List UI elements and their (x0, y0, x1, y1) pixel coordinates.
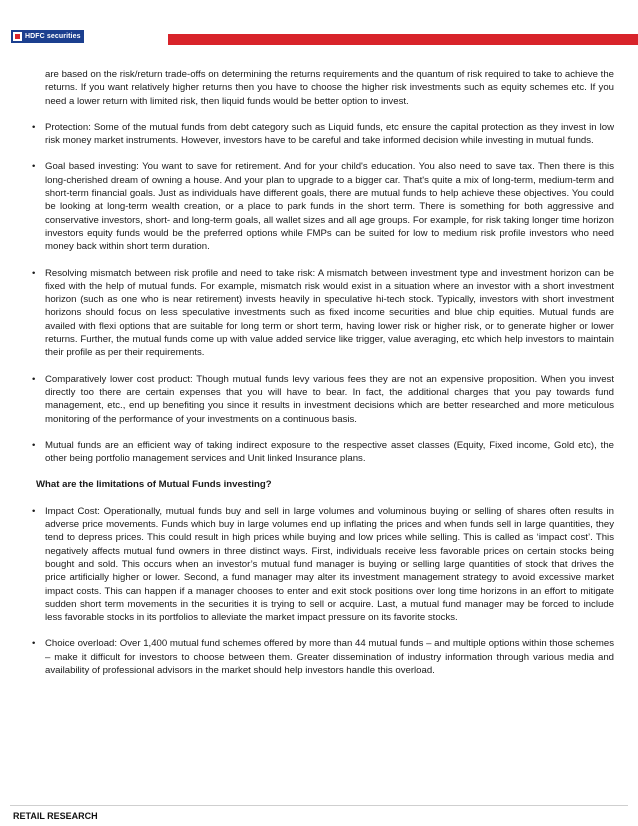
header-accent-bar (168, 34, 638, 45)
document-body (32, 68, 614, 690)
list-item (32, 373, 614, 426)
hdfc-logo-icon (13, 32, 22, 41)
hdfc-securities-logo (11, 30, 84, 43)
list-item-text: Mutual funds are an efficient way of taking indirect exposure to the respective asset classes (Equity, Fixed income, Gold etc), the other being portfolio management services and Unit linked Insurance plans. (45, 439, 614, 465)
bullet-icon: • (32, 161, 36, 173)
bullet-icon: • (32, 439, 36, 451)
list-item-text: Comparatively lower cost product: Though mutual funds levy various fees they are not an expensive proposition. When you invest directly too there are certain expenses that you will have to bear. In fact, the additional charges that you pay towards fund management, etc., end up benefiting you since it results in investment decisions which are better researched and more meticulous monitoring of the performance of your investments on a continuous basis. (45, 373, 614, 425)
list-item (32, 160, 614, 253)
bullet-icon: • (32, 121, 36, 133)
bullet-icon: • (32, 505, 36, 517)
list-item (32, 439, 614, 466)
logo-text: HDFC securities (25, 33, 81, 40)
list-item-text: Impact Cost: Operationally, mutual funds buy and sell in large volumes and voluminous buying or selling of shares often results in adverse price movements. Funds which buy in large volumes end up inflating the prices and when funds sell in large quantities, they tend to depress prices. This could result in high prices while buying and low prices while selling. This is called as ‘impact cost’. This negatively affects mutual fund owners in three distinct ways. First, individuals receive less favorable prices on certain stocks being bought and sold. This occurs when an investor’s mutual fund manager is buying or selling large quantities of stock that drives the price artificially higher or lower. Second, a fund manager may alter its investment management strategy to avoid excessive market impact costs. This can happen if a manager chooses to enter and exit stock positions over long time horizons in an effort to mitigate sudden short term movements in the securities it is trying to sell or acquire. Last, a mutual fund manager may be forced to include less favorable stocks in its portfolios to alleviate the market impact pressure on its favorite stocks. (45, 505, 614, 624)
bullet-icon: • (32, 267, 36, 279)
intro-paragraph: are based on the risk/return trade-offs on determining the returns requirements and the quantum of risk required to take to achieve the returns. If you want relatively higher returns then you have to choose the higher risk investments such as equity schemes etc. If you need a lower return with limited risk, then liquid funds would be better option to invest. (45, 69, 614, 107)
list-item (32, 267, 614, 360)
list-item (32, 505, 614, 625)
footer-divider (10, 805, 628, 806)
bullet-icon: • (32, 638, 36, 650)
page-header (0, 0, 638, 50)
list-item-text: Goal based investing: You want to save for retirement. And for your child's education. You also need to save tax. Then there is this long-cherished dream of owning a house. And your plan to upgrade to a bigger car. That's quite a mix of long-term, medium-term and short-term financial goals. Just as individuals have different goals, there are mutual funds to help achieve these objectives. You could be looking at long-term wealth creation, or a place to park funds in the short term. There is something for both aggressive and conservative investors, short- and long-term goals, all wallet sizes and all age groups. For example, for risk taking longer time horizon investors equity funds would be the preferred options while FMPs can be suited for low to medium risk profile investors who need money back within short term duration. (45, 161, 614, 253)
list-item (32, 637, 614, 677)
list-item (32, 121, 614, 148)
list-item-text: Choice overload: Over 1,400 mutual fund schemes offered by more than 44 mutual funds – and multiple options within those schemes – make it difficult for investors to choose between them. Greater dissemination of industry information through various media and availability of professional advisors in the market should help investors handle this overload. (45, 638, 614, 676)
bullet-icon: • (32, 373, 36, 385)
list-item-text: Resolving mismatch between risk profile and need to take risk: A mismatch between investment type and investment horizon can be fixed with the help of mutual funds. For example, mismatch risk would exist in a situation where an investor with a short investment horizon (such as one who is near retirement) invests heavily in speculative hi-tech stock. Typically, investors with short investment horizons should focus on less speculative investments such as fixed income securities and blue chip equities. Mutual funds are availed with flexi options that are suitable for long term or short term, having lower risk or higher risk, or to generate higher or lower returns. Further, the mutual funds come up with value added service like trigger, value averaging, etc which help investors to maintain their profile as per their requirements. (45, 267, 614, 359)
footer-label: RETAIL RESEARCH (13, 811, 98, 821)
limitations-heading: What are the limitations of Mutual Funds investing? (36, 479, 272, 491)
list-item-text: Protection: Some of the mutual funds from debt category such as Liquid funds, etc ensure the capital protection as they invest in low risk money market instruments. However, investors have to be careful and take informed decision while investing in mutual funds. (45, 121, 614, 147)
